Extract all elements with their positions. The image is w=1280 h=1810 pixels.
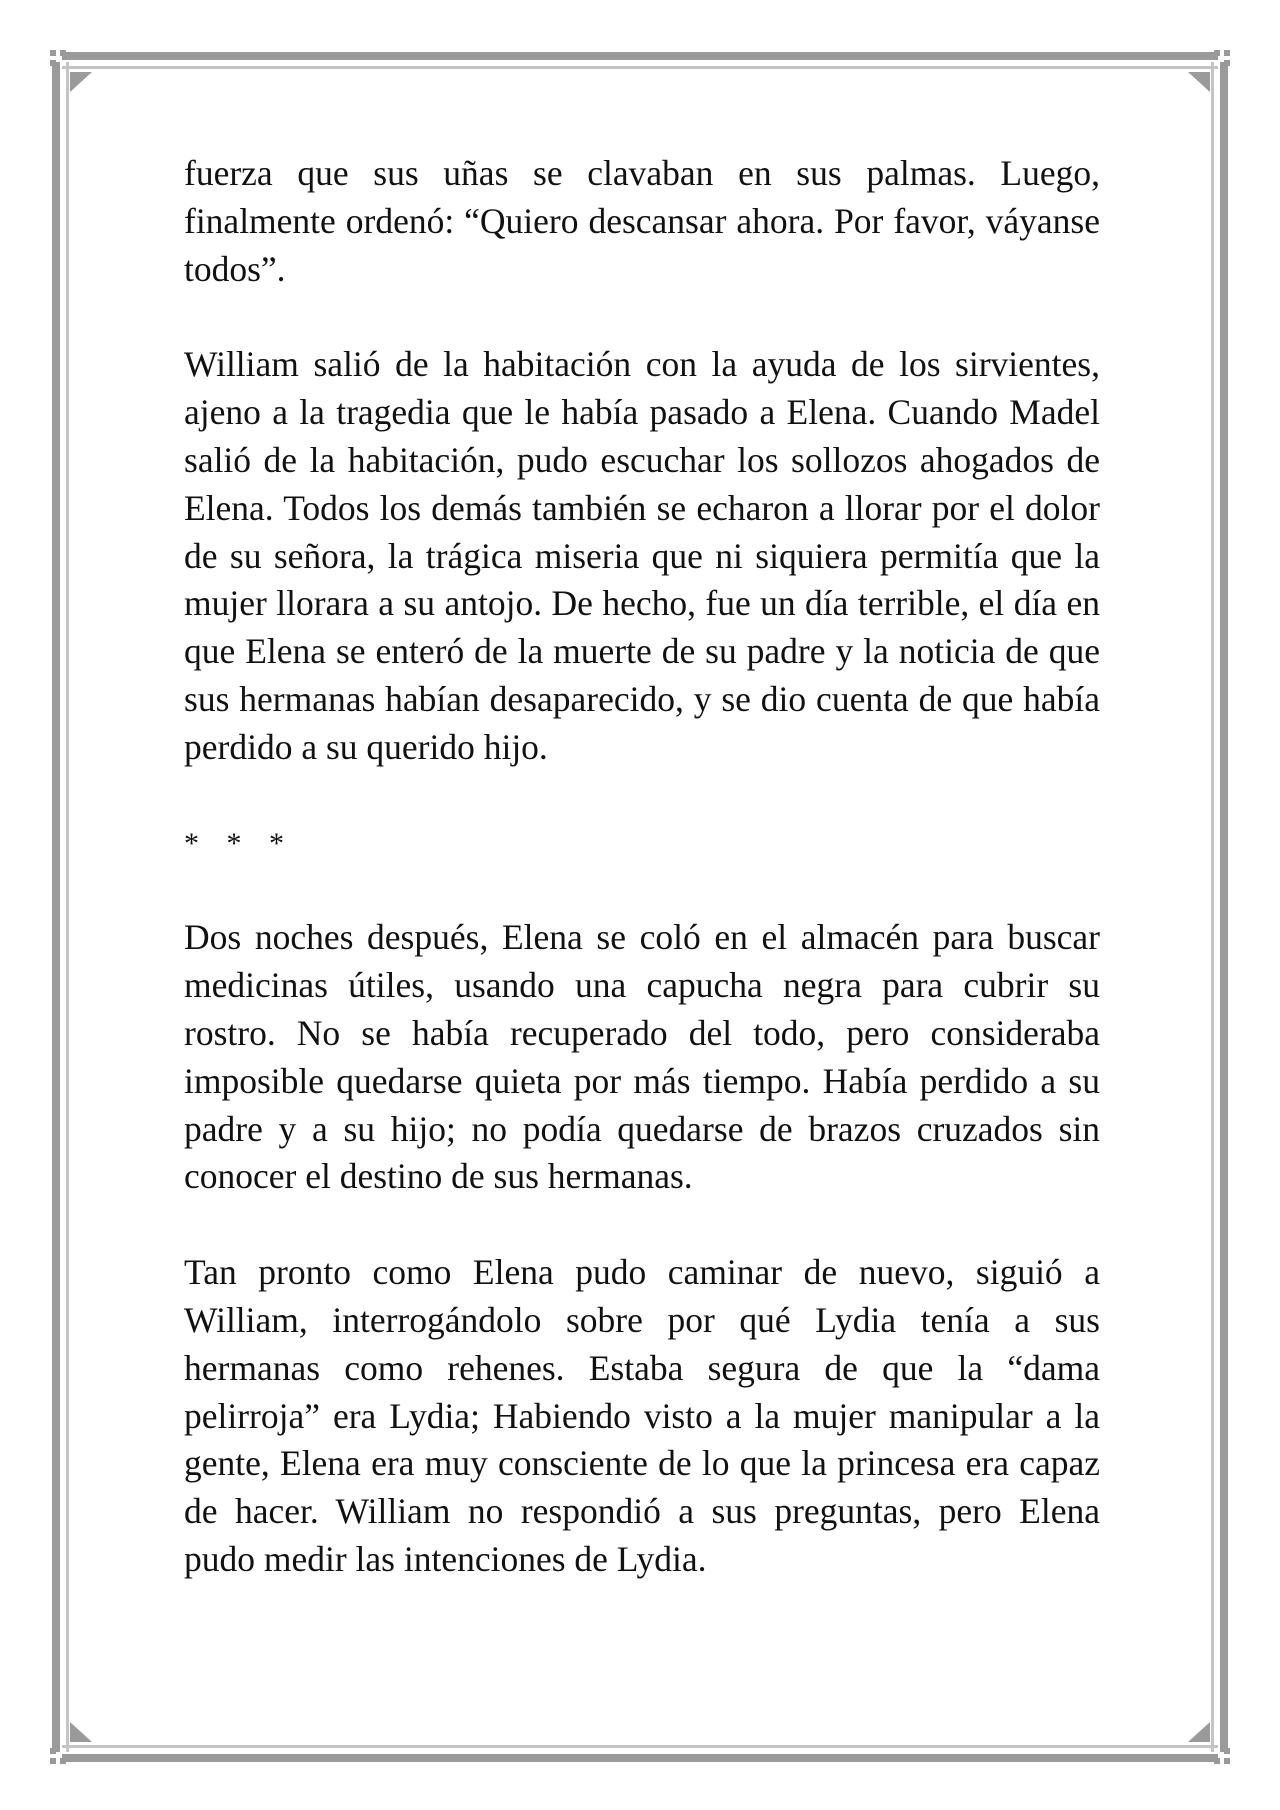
frame-left-inner-line bbox=[66, 62, 69, 1752]
paragraph: fuerza que sus uñas se clavaban en sus palmas. Luego, finalmente ordenó: “Quiero descansar ahora. Por favor, váyanse todos”. bbox=[184, 153, 1100, 289]
paragraph: William salió de la habitación con la ayuda de los sirvientes, ajeno a la tragedia que le había pasado a Elena. Cuando Madel salió de la habitación, pudo escuchar los sollozos ahogados de Elena. Todos los demás también se echaron a llorar por el dolor de su señora, la trágica miseria que ni siquiera permitía que la mujer llorara a su antojo. De hecho, fue un día terrible, el día en que Elena se enteró de la muerte de su padre y la noticia de que sus hermanas habían desaparecido, y se dio cuenta de que había perdido a su querido hijo. bbox=[184, 344, 1100, 767]
frame-right-bar bbox=[1220, 62, 1228, 1752]
frame-top-inner-line bbox=[62, 66, 1218, 69]
frame-bottom-inner-line bbox=[62, 1745, 1218, 1748]
paragraph: Tan pronto como Elena pudo caminar de nuevo, siguió a William, interrogándolo sobre por qué Lydia tenía a sus hermanas como rehenes. Estaba segura de que la “dama pelirroja” era Lydia; Habiendo visto a la mujer manipular a la gente, Elena era muy consciente de lo que la princesa era capaz de hacer. William no respondió a sus preguntas, pero Elena pudo medir las intenciones de Lydia. bbox=[184, 1252, 1100, 1579]
paragraph: Dos noches después, Elena se coló en el almacén para buscar medicinas útiles, usando una capucha negra para cubrir su rostro. No se había recuperado del todo, pero consideraba imposible quedarse quieta por más tiempo. Había perdido a su padre y a su hijo; no podía quedarse de brazos cruzados sin conocer el destino de sus hermanas. bbox=[184, 917, 1100, 1197]
frame-bottom-bar bbox=[62, 1754, 1218, 1762]
frame-top-bar bbox=[62, 52, 1218, 60]
frame-right-inner-line bbox=[1211, 62, 1214, 1752]
document-body bbox=[184, 150, 1100, 1632]
frame-left-bar bbox=[52, 62, 60, 1752]
section-separator: * * * bbox=[184, 826, 294, 860]
